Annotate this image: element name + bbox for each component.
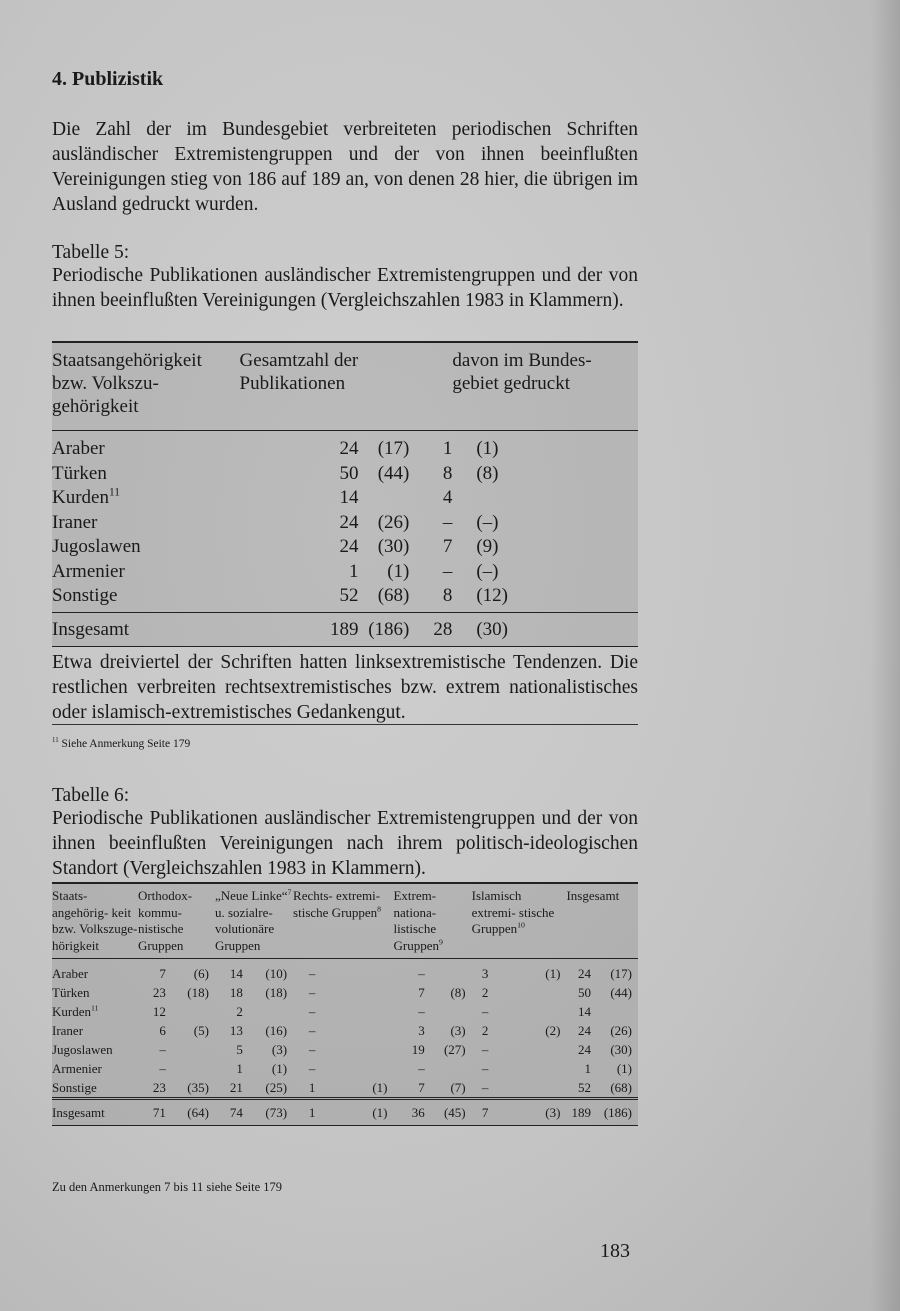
prev-value — [315, 1002, 393, 1021]
row-name: Iraner — [52, 1023, 84, 1038]
value: 23 — [152, 985, 166, 1000]
printed-de-value: – — [442, 511, 453, 533]
value: 12 — [152, 1004, 166, 1019]
value: 1 — [308, 1080, 316, 1095]
printed-de-prev-value: (1) — [476, 438, 499, 459]
header-text: Staats- angehörig- keit bzw. Volkszuge- hörigkeit — [52, 888, 138, 953]
footnote-ref: 11 — [108, 486, 120, 499]
after-table5-paragraph: Etwa dreiviertel der Schriften hatten linksextremistische Tendenzen. Die restlichen verbreiten rechtsextremistisches bzw. extrem nationalistisches oder islamisch-extremistisches Gedankengut. — [52, 652, 638, 723]
value: 52 — [578, 1080, 592, 1095]
value: 1 — [308, 1105, 316, 1120]
value: 1 — [584, 1061, 592, 1076]
value: 14 — [229, 966, 243, 981]
row-label — [52, 1059, 138, 1078]
row-label — [52, 584, 240, 612]
prev-value: (18) — [187, 985, 209, 1000]
column-header — [566, 883, 638, 959]
spacer — [240, 612, 280, 647]
spacer — [240, 584, 280, 612]
value: 7 — [418, 1080, 425, 1095]
printed-de-prev-value: (–) — [476, 511, 499, 533]
prev-value — [488, 1040, 566, 1059]
row-name: Insgesamt — [52, 618, 130, 640]
spacer — [240, 511, 280, 536]
prev-value: (7) — [450, 1080, 466, 1095]
table-row — [52, 431, 638, 462]
total-value: 52 — [339, 585, 359, 606]
table-row — [52, 462, 638, 487]
footnote-divider — [52, 724, 638, 725]
spacer — [240, 560, 280, 585]
printed-de-value: 28 — [433, 618, 453, 640]
column-header — [215, 883, 293, 959]
total-value: 24 — [339, 511, 359, 533]
value: – — [481, 1061, 489, 1076]
value: 13 — [229, 1023, 243, 1038]
value: 19 — [411, 1042, 425, 1057]
row-name: Iraner — [52, 511, 98, 533]
prev-value — [425, 959, 472, 984]
row-label — [52, 959, 138, 984]
table5 — [52, 341, 638, 647]
prev-value: (17) — [610, 966, 632, 981]
prev-value — [425, 1059, 472, 1078]
printed-de-prev-value: (9) — [476, 536, 499, 557]
footnote-7-11: Zu den Anmerkungen 7 bis 11 siehe Seite 179 — [52, 1180, 283, 1194]
prev-value — [488, 1002, 566, 1021]
prev-value — [166, 1040, 215, 1059]
total-value: 24 — [339, 536, 359, 557]
value: 18 — [229, 985, 243, 1000]
value: – — [308, 966, 316, 981]
prev-value: (16) — [265, 1023, 288, 1038]
table6-caption: Periodische Publikationen ausländischer Extremistengruppen und der von ihnen beeinflußten Vereinigungen nach ihrem politisch-ideologischen Standort (Vergleichszahlen 1983 in Klammern). — [52, 808, 638, 879]
total-prev-value: (17) — [377, 438, 410, 459]
prev-value: (25) — [265, 1080, 288, 1095]
header-text: u. sozialre- volutionäre Gruppen — [214, 904, 275, 953]
row-label — [52, 486, 240, 511]
prev-value — [591, 1002, 638, 1021]
prev-value: (1) — [545, 966, 561, 981]
prev-value: (73) — [265, 1105, 288, 1120]
value: – — [308, 985, 316, 1000]
value: – — [481, 1042, 489, 1057]
table-row — [52, 511, 638, 536]
table6-header — [52, 883, 638, 959]
prev-value — [315, 1021, 393, 1040]
total-value: 1 — [348, 560, 359, 582]
row-label — [52, 612, 240, 647]
value: 189 — [571, 1105, 592, 1120]
prev-value: (1) — [271, 1061, 288, 1076]
row-name: Araber — [52, 438, 105, 459]
table6-label: Tabelle 6: — [52, 785, 130, 806]
prev-value: (30) — [610, 1042, 632, 1057]
prev-value: (64) — [187, 1105, 209, 1120]
header-text: „Neue Linke“ — [214, 888, 288, 903]
footnote-mark: 11 — [52, 737, 59, 745]
value: – — [418, 966, 425, 981]
table-row — [52, 983, 638, 1002]
spacer — [240, 462, 280, 487]
table-row — [52, 1002, 638, 1021]
row-name: Armenier — [52, 560, 125, 582]
prev-value: (6) — [193, 966, 209, 981]
section-heading: 4. Publizistik — [52, 68, 164, 90]
value: – — [308, 1004, 316, 1019]
prev-value — [425, 1002, 472, 1021]
value: 21 — [229, 1080, 243, 1095]
table-row — [52, 584, 638, 612]
value: 24 — [578, 1023, 592, 1038]
value: – — [418, 1061, 425, 1076]
header-text: Insgesamt — [566, 888, 620, 903]
value: 74 — [229, 1105, 243, 1120]
prev-value: (18) — [265, 985, 288, 1000]
value: 2 — [481, 1023, 489, 1038]
column-header — [393, 883, 471, 959]
value: 1 — [236, 1061, 243, 1076]
row-label — [52, 1078, 138, 1099]
table-row — [52, 959, 638, 984]
footnote-ref: 8 — [377, 904, 382, 914]
value: – — [481, 1004, 489, 1019]
prev-value: (5) — [193, 1023, 209, 1038]
row-label — [52, 560, 240, 585]
prev-value: (3) — [545, 1105, 561, 1120]
header-printed-de: davon im Bundes-gebiet gedruckt — [452, 350, 592, 394]
prev-value: (3) — [271, 1042, 288, 1057]
value: 24 — [578, 966, 592, 981]
printed-de-value: 1 — [442, 438, 453, 459]
header-text: Extrem- nationa- listische Gruppen — [393, 888, 439, 953]
header-text: Orthodox- kommu- nistische Gruppen — [137, 888, 193, 953]
printed-de-value: 4 — [442, 487, 453, 508]
row-name: Jugoslawen — [52, 1042, 113, 1057]
table5-caption: Periodische Publikationen ausländischer Extremistengruppen und der von ihnen beeinflußten Vereinigungen (Vergleichszahlen 1983 in Klammern). — [52, 265, 638, 311]
row-label — [52, 511, 240, 536]
row-label — [52, 1040, 138, 1059]
table-row — [52, 1021, 638, 1040]
row-label — [52, 431, 240, 462]
value: 2 — [481, 985, 489, 1000]
total-value: 189 — [329, 618, 359, 640]
prev-value: (35) — [187, 1080, 209, 1095]
prev-value: (1) — [616, 1061, 632, 1076]
prev-value: (1) — [372, 1080, 388, 1095]
table-row — [52, 612, 638, 647]
value: 14 — [578, 1004, 592, 1019]
total-prev-value: (186) — [368, 618, 410, 640]
row-name: Türken — [52, 985, 90, 1000]
table-row — [52, 486, 638, 511]
row-label — [52, 983, 138, 1002]
value: 7 — [159, 966, 166, 981]
total-prev-value — [358, 486, 433, 511]
value: 5 — [236, 1042, 243, 1057]
table-row — [52, 1099, 638, 1126]
row-name: Araber — [52, 966, 89, 981]
row-name: Sonstige — [52, 1080, 97, 1095]
prev-value: (10) — [265, 966, 288, 981]
value: 3 — [481, 966, 489, 981]
prev-value: (8) — [450, 985, 466, 1000]
table5-label: Tabelle 5: — [52, 242, 130, 263]
footnote-ref: 10 — [517, 920, 525, 930]
value: – — [308, 1061, 316, 1076]
prev-value — [243, 1002, 293, 1021]
page-edge-shadow — [870, 0, 900, 1311]
table-row — [52, 560, 638, 585]
value: 36 — [411, 1105, 425, 1120]
row-name: Sonstige — [52, 585, 118, 606]
footnote-ref: 7 — [287, 887, 292, 897]
table5-header — [52, 342, 638, 431]
intro-paragraph: Die Zahl der im Bundesgebiet verbreiteten periodischen Schriften ausländischer Extremistengruppen und der von ihnen beeinflußten Vereinigungen stieg von 186 auf 189 an, von denen 28 hier, die übrigen im Ausland gedruckt wurden. — [52, 119, 638, 215]
printed-de-value: 8 — [442, 585, 453, 606]
printed-de-value: – — [442, 560, 453, 582]
value: 23 — [152, 1080, 166, 1095]
printed-de-prev-value: (12) — [476, 585, 508, 606]
prev-value: (1) — [372, 1105, 388, 1120]
column-header — [293, 883, 393, 959]
column-header — [52, 883, 138, 959]
prev-value — [315, 959, 393, 984]
value: 6 — [159, 1023, 166, 1038]
row-name: Armenier — [52, 1061, 102, 1076]
total-prev-value: (30) — [377, 536, 410, 557]
total-value: 14 — [339, 487, 359, 508]
prev-value: (26) — [610, 1023, 632, 1038]
value: – — [159, 1061, 166, 1076]
prev-value: (2) — [545, 1023, 561, 1038]
header-total: Gesamtzahl der Publikationen — [239, 350, 359, 394]
table-row — [52, 1078, 638, 1099]
prev-value — [166, 1059, 215, 1078]
total-prev-value: (1) — [387, 560, 410, 582]
printed-de-prev-value: (30) — [476, 618, 508, 640]
prev-value: (186) — [603, 1105, 632, 1120]
value: 7 — [481, 1105, 489, 1120]
total-value: 50 — [339, 462, 359, 484]
prev-value — [488, 1059, 566, 1078]
footnote-ref: 9 — [438, 937, 443, 947]
printed-de-prev-value: (–) — [476, 560, 499, 582]
header-text: Rechts- extremi- stische Gruppen — [293, 888, 381, 920]
value: 24 — [578, 1042, 592, 1057]
prev-value: (27) — [443, 1042, 466, 1057]
row-label — [52, 462, 240, 487]
prev-value — [488, 1078, 566, 1099]
row-label — [52, 1002, 138, 1021]
value: 7 — [418, 985, 425, 1000]
value: – — [418, 1004, 425, 1019]
total-prev-value: (68) — [377, 585, 410, 606]
prev-value: (68) — [610, 1080, 632, 1095]
value: – — [308, 1023, 316, 1038]
table6 — [52, 882, 638, 1126]
prev-value — [488, 983, 566, 1002]
row-name: Kurden — [52, 487, 109, 508]
header-text: Islamisch extremi- stische Gruppen — [471, 888, 555, 936]
prev-value: (44) — [610, 985, 632, 1000]
table-row — [52, 1040, 638, 1059]
header-nationality: Staatsangehörigkeit bzw. Volkszu-gehörigkeit — [52, 350, 202, 417]
footnote-text: Siehe Anmerkung Seite 179 — [61, 738, 191, 750]
value: 2 — [236, 1004, 243, 1019]
row-label — [52, 535, 240, 560]
footnote-11 — [52, 738, 638, 750]
row-name: Kurden — [52, 1004, 91, 1019]
value: – — [481, 1080, 489, 1095]
total-prev-value: (44) — [377, 462, 410, 484]
printed-de-prev-value: (8) — [476, 462, 499, 484]
row-label — [52, 1021, 138, 1040]
spacer — [240, 431, 280, 462]
prev-value: (3) — [450, 1023, 466, 1038]
page-number: 183 — [600, 1240, 630, 1262]
row-name: Jugoslawen — [52, 536, 141, 557]
prev-value — [166, 1002, 215, 1021]
value: 3 — [418, 1023, 425, 1038]
printed-de-value: 8 — [442, 462, 453, 484]
prev-value — [315, 1059, 393, 1078]
row-name: Insgesamt — [52, 1105, 105, 1120]
total-value: 24 — [339, 438, 359, 459]
printed-de-prev-value — [452, 486, 638, 511]
value: – — [159, 1042, 166, 1057]
row-label — [52, 1099, 138, 1126]
row-name: Türken — [52, 462, 107, 484]
value: 71 — [152, 1105, 166, 1120]
table-row — [52, 535, 638, 560]
value: 50 — [578, 985, 592, 1000]
prev-value: (45) — [443, 1105, 466, 1120]
prev-value — [315, 1040, 393, 1059]
spacer — [240, 486, 280, 511]
total-prev-value: (26) — [377, 511, 410, 533]
prev-value — [315, 983, 393, 1002]
table-row — [52, 1059, 638, 1078]
column-header — [138, 883, 215, 959]
footnote-ref: 11 — [91, 1003, 99, 1013]
printed-de-value: 7 — [442, 536, 453, 557]
value: – — [308, 1042, 316, 1057]
column-header — [472, 883, 567, 959]
spacer — [240, 535, 280, 560]
